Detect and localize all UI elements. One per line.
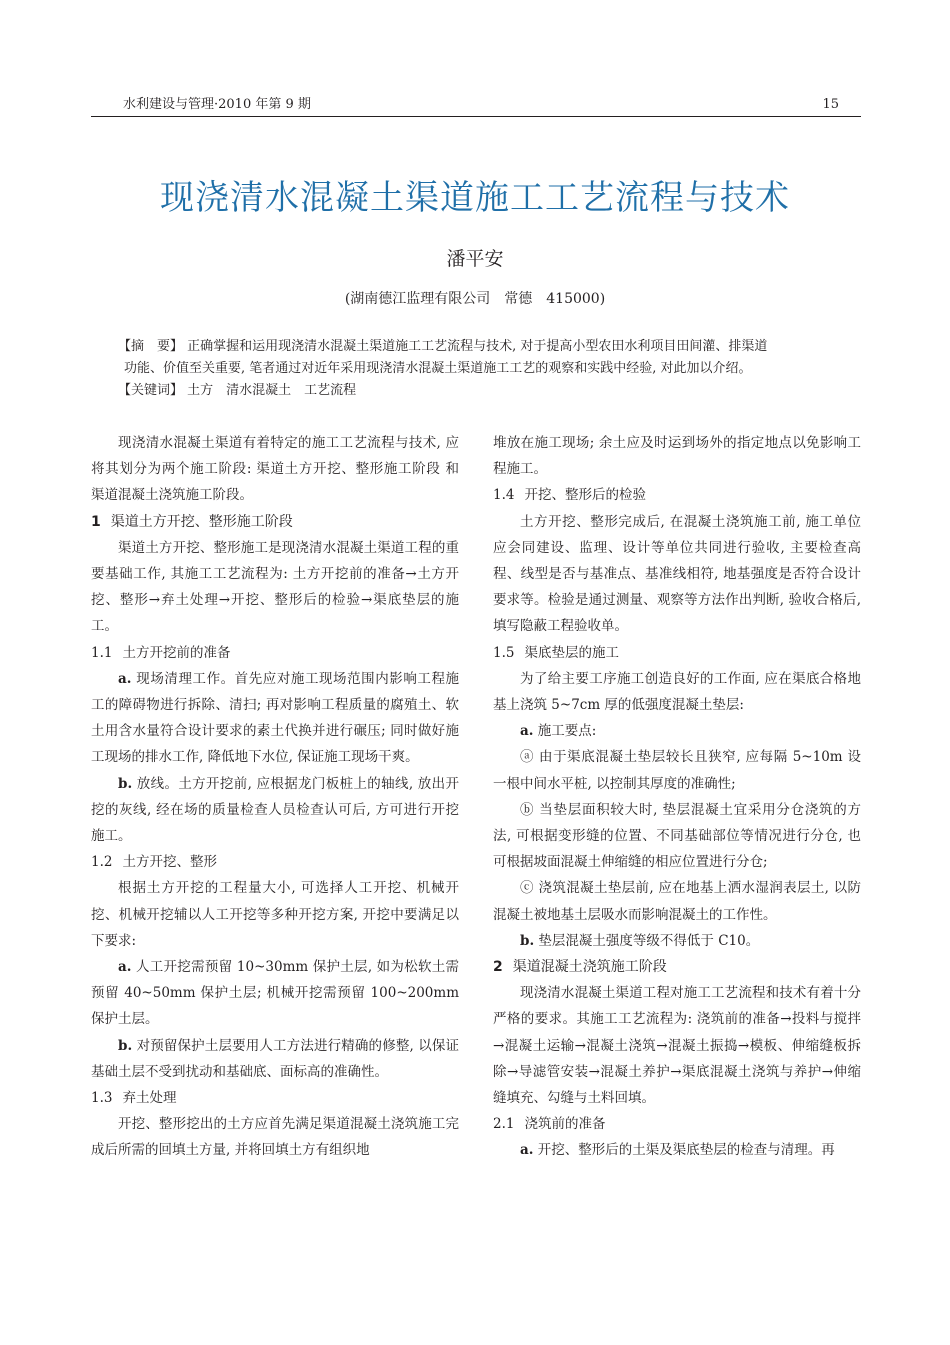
section-1-heading bbox=[91, 509, 459, 535]
section-title: 土方开挖、整形 bbox=[122, 854, 217, 871]
section-2-1-heading bbox=[493, 1111, 861, 1137]
section-1-1-heading bbox=[91, 640, 459, 666]
item-label: a. bbox=[520, 1142, 534, 1159]
section-number: 1.1 bbox=[91, 644, 113, 661]
item-text: 开挖、整形后的土渠及渠底垫层的检查与清理。再 bbox=[533, 1142, 835, 1159]
item-a-paragraph bbox=[91, 666, 459, 771]
item-text: 放线。土方开挖前, 应根据龙门板桩上的轴线, 放出开挖的灰线, 经在场的质量检查人员检查认可后, 方可进行开挖施工。 bbox=[91, 775, 459, 845]
section-number: 1.2 bbox=[91, 854, 113, 871]
section-title: 浇筑前的准备 bbox=[524, 1116, 606, 1133]
sub-item-a-paragraph: ⓐ 由于渠底混凝土垫层较长且狭窄, 应每隔 5~10m 设一根中间水平桩, 以控制其厚度的准确性; bbox=[493, 749, 861, 792]
item-text: 人工开挖需预留 10~30mm 保护土层, 如为松软土需预留 40~50mm 保护土层; 机械开挖需预留 100~200mm 保护土层。 bbox=[91, 959, 459, 1028]
item-text: 对预留保护土层要用人工方法进行精确的修整, 以保证基础土层不受到扰动和基础底、面标高的准确性。 bbox=[91, 1037, 459, 1080]
item-a-paragraph bbox=[91, 954, 459, 1033]
item-text: 现场清理工作。首先应对施工现场范围内影响工程施工的障碍物进行拆除、清扫; 再对影响工程质量的腐殖土、软土用含水量符合设计要求的素土代换并进行碾压; 同时做好施工现场的排水工作, 降低地下水位, 保证施工现场干爽。 bbox=[91, 670, 459, 766]
article-title: 现浇清水混凝土渠道施工工艺流程与技术 bbox=[160, 178, 790, 218]
section-1-2-heading bbox=[91, 849, 459, 875]
abstract-text-1: 正确掌握和运用现浇清水混凝土渠道施工工艺流程与技术, 对于提高小型农田水利项目田间灌、排渠道 bbox=[187, 339, 768, 354]
section-number: 1.5 bbox=[493, 644, 515, 661]
section-1-5-paragraph: 为了给主要工序施工创造良好的工作面, 应在渠底合格地基上浇筑 5~7cm 厚的低强度混凝土垫层: bbox=[493, 670, 861, 714]
section-title: 渠道混凝土浇筑施工阶段 bbox=[512, 959, 667, 976]
author-name: 潘平安 bbox=[446, 248, 504, 270]
section-number: 1 bbox=[91, 513, 101, 530]
item-b-paragraph bbox=[91, 1033, 459, 1085]
section-1-4-heading bbox=[493, 482, 861, 508]
item-label: a. bbox=[520, 723, 534, 740]
continued-paragraph: 堆放在施工现场; 余土应及时运到场外的指定地点以免影响工程施工。 bbox=[493, 435, 861, 478]
section-title: 土方开挖前的准备 bbox=[122, 644, 231, 661]
section-number: 1.4 bbox=[493, 487, 515, 504]
section-1-3-heading bbox=[91, 1085, 459, 1111]
item-label: b. bbox=[520, 932, 535, 949]
section-number: 2.1 bbox=[493, 1116, 515, 1133]
affiliation: (湖南德江监理有限公司 常德 415000) bbox=[344, 291, 606, 307]
section-1-3-paragraph: 开挖、整形挖出的土方应首先满足渠道混凝土浇筑施工完成后所需的回填土方量, 并将回填土方有组织地 bbox=[91, 1116, 459, 1159]
section-title: 开挖、整形后的检验 bbox=[524, 487, 646, 504]
abstract-line-1 bbox=[118, 336, 834, 358]
abstract-label: 【摘 要】 bbox=[118, 339, 184, 354]
section-title: 渠底垫层的施工 bbox=[524, 644, 619, 661]
section-1-2-paragraph: 根据土方开挖的工程量大小, 可选择人工开挖、机械开挖、机械开挖辅以人工开挖等多种开挖方案, 开挖中要满足以下要求: bbox=[91, 880, 459, 949]
running-header bbox=[91, 96, 861, 117]
section-2-paragraph: 现浇清水混凝土渠道工程对施工工艺流程和技术有着十分严格的要求。其施工工艺流程为: 浇筑前的准备→投料与搅拌→混凝土运输→混凝土浇筑→混凝土振捣→模板、伸缩缝板拆除→导滤管安装→混凝土养护→渠底混凝土浇筑与养护→伸缩缝填充、勾缝与土料回填。 bbox=[493, 985, 861, 1107]
item-text: 垫层混凝土强度等级不得低于 C10。 bbox=[534, 932, 760, 949]
item-label: a. bbox=[118, 670, 132, 687]
right-column bbox=[493, 430, 861, 1164]
sub-item-b-paragraph: ⓑ 当垫层面积较大时, 垫层混凝土宜采用分仓浇筑的方法, 可根据变形缝的位置、不同基础部位等情况进行分仓, 也可根据坡面混凝土伸缩缝的相应位置进行分仓; bbox=[493, 801, 861, 871]
intro-paragraph: 现浇清水混凝土渠道有着特定的施工工艺流程与技术, 应将其划分为两个施工阶段: 渠道土方开挖、整形施工阶段 和 渠道混凝土浇筑施工阶段。 bbox=[91, 435, 459, 504]
item-text: 施工要点: bbox=[533, 723, 597, 740]
item-label: b. bbox=[118, 775, 133, 792]
keywords-label: 【关键词】 bbox=[118, 383, 184, 398]
item-b-paragraph bbox=[91, 771, 459, 850]
section-title: 弃土处理 bbox=[122, 1090, 177, 1107]
section-1-5-heading bbox=[493, 640, 861, 666]
section-number: 2 bbox=[493, 959, 503, 976]
journal-name: 水利建设与管理·2010 年第 9 期 bbox=[123, 97, 311, 112]
item-label: b. bbox=[118, 1037, 133, 1054]
item-label: a. bbox=[118, 959, 132, 976]
keywords-line bbox=[118, 380, 834, 402]
sub-item-c-paragraph: ⓒ 浇筑混凝土垫层前, 应在地基上洒水湿润表层土, 以防混凝土被地基土层吸水而影响混凝土的工作性。 bbox=[493, 880, 861, 923]
section-2-heading bbox=[493, 954, 861, 980]
item-b-paragraph bbox=[493, 928, 861, 954]
keywords-text: 土方 清水混凝土 工艺流程 bbox=[187, 383, 357, 398]
abstract-text-2: 功能、价值至关重要, 笔者通过对近年采用现浇清水混凝土渠道施工工艺的观察和实践中经验, 对此加以介绍。 bbox=[124, 361, 752, 376]
item-a-paragraph bbox=[493, 1137, 861, 1163]
section-number: 1.3 bbox=[91, 1090, 113, 1107]
item-a-paragraph bbox=[493, 718, 861, 744]
page-number: 15 bbox=[822, 97, 839, 112]
section-title: 渠道土方开挖、整形施工阶段 bbox=[110, 513, 293, 530]
section-1-paragraph: 渠道土方开挖、整形施工是现浇清水混凝土渠道工程的重要基础工作, 其施工工艺流程为: 土方开挖前的准备→土方开挖、整形→弃土处理→开挖、整形后的检验→渠底垫层的施工。 bbox=[91, 539, 459, 635]
left-column bbox=[91, 430, 459, 1164]
section-1-4-paragraph: 土方开挖、整形完成后, 在混凝土浇筑施工前, 施工单位应会同建设、监理、设计等单位共同进行验收, 主要检查高程、线型是否与基准点、基准线相符, 地基强度是否符合设计要求等。检验是通过测量、观察等方法作出判断, 验收合格后, 填写隐蔽工程验收单。 bbox=[493, 513, 861, 635]
abstract-block bbox=[118, 336, 834, 402]
